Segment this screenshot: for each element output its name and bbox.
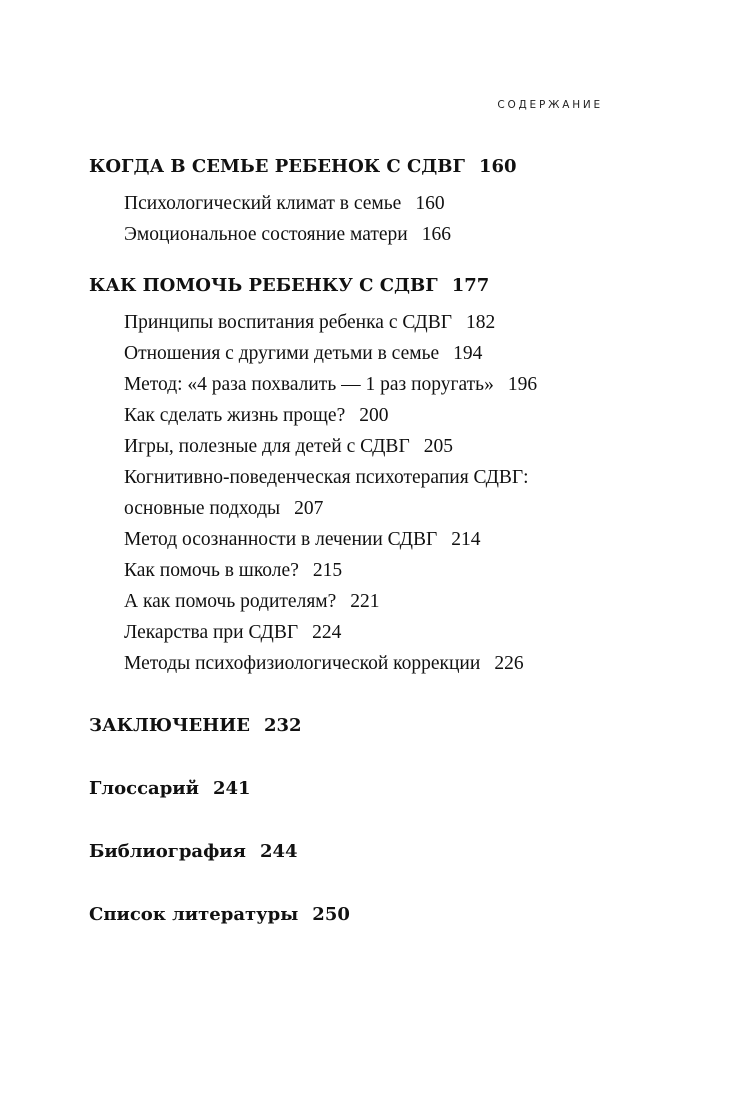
toc-entry[interactable] [124, 617, 649, 648]
heading-title: Библиография [89, 841, 246, 862]
entry-title: Метод: «4 раза похвалить — 1 раз поругать» [124, 374, 494, 395]
toc-entry[interactable] [124, 462, 649, 524]
entry-title-line-1: Когнитивно-поведенческая психотерапия СДВГ: [124, 467, 529, 488]
table-of-contents [89, 152, 649, 930]
entry-title: Игры, полезные для детей с СДВГ [124, 436, 410, 457]
heading-title: Список литературы [89, 904, 299, 925]
entry-page-number: 160 [415, 193, 445, 214]
heading-page-number: 241 [213, 778, 251, 799]
toc-section [89, 152, 649, 250]
entry-title: Метод осознанности в лечении СДВГ [124, 529, 438, 550]
heading-title: ЗАКЛЮЧЕНИЕ [89, 715, 250, 736]
heading-page-number: 244 [259, 841, 298, 862]
entry-page-number: 221 [350, 591, 380, 612]
section-page-number: 177 [451, 275, 490, 296]
toc-heading-references[interactable] [89, 900, 649, 930]
entry-title: Принципы воспитания ребенка с СДВГ [124, 312, 452, 333]
heading-title: Глоссарий [89, 778, 199, 799]
section-title-text: КОГДА В СЕМЬЕ РЕБЕНОК С СДВГ [89, 156, 465, 177]
section-entries [124, 188, 649, 250]
entry-page-number: 224 [312, 622, 342, 643]
toc-entry[interactable] [124, 338, 649, 369]
toc-entry[interactable] [124, 219, 649, 250]
entry-page-number: 226 [494, 653, 524, 674]
entry-title: Лекарства при СДВГ [124, 622, 299, 643]
toc-entry[interactable] [124, 400, 649, 431]
entry-title: Отношения с другими детьми в семье [124, 343, 440, 364]
entry-page-number: 196 [507, 374, 538, 395]
toc-heading-bibliography[interactable] [89, 837, 649, 867]
entry-page-number: 200 [359, 405, 389, 426]
section-entries [124, 307, 649, 679]
entry-title-line-2: основные подходы [124, 498, 281, 519]
entry-page-number: 166 [421, 224, 451, 245]
toc-entry[interactable] [124, 369, 649, 400]
toc-section [89, 271, 649, 679]
entry-title: А как помочь родителям? [124, 591, 337, 612]
section-title[interactable] [89, 271, 649, 301]
section-page-number: 160 [478, 156, 517, 177]
running-header: СОДЕРЖАНИЕ [497, 99, 603, 111]
toc-entry[interactable] [124, 431, 649, 462]
entry-page-number: 215 [312, 560, 343, 581]
section-title[interactable] [89, 152, 649, 182]
entry-title: Методы психофизиологической коррекции [124, 653, 481, 674]
toc-entry[interactable] [124, 524, 649, 555]
entry-page-number: 207 [294, 498, 324, 519]
entry-title: Как помочь в школе? [124, 560, 299, 581]
toc-entry[interactable] [124, 307, 649, 338]
toc-heading-conclusion[interactable] [89, 711, 649, 741]
toc-entry[interactable] [124, 555, 649, 586]
entry-title: Психологический климат в семье [124, 193, 402, 214]
toc-entry[interactable] [124, 586, 649, 617]
entry-page-number: 194 [453, 343, 483, 364]
entry-page-number: 214 [451, 529, 481, 550]
entry-title: Эмоциональное состояние матери [124, 224, 408, 245]
heading-page-number: 232 [264, 715, 302, 736]
toc-entry[interactable] [124, 648, 649, 679]
entry-page-number: 205 [423, 436, 453, 457]
entry-title: Как сделать жизнь проще? [124, 405, 346, 426]
toc-entry[interactable] [124, 188, 649, 219]
entry-page-number: 182 [465, 312, 496, 333]
toc-heading-glossary[interactable] [89, 774, 649, 804]
heading-page-number: 250 [312, 904, 350, 925]
section-title-text: КАК ПОМОЧЬ РЕБЕНКУ С СДВГ [89, 275, 438, 296]
